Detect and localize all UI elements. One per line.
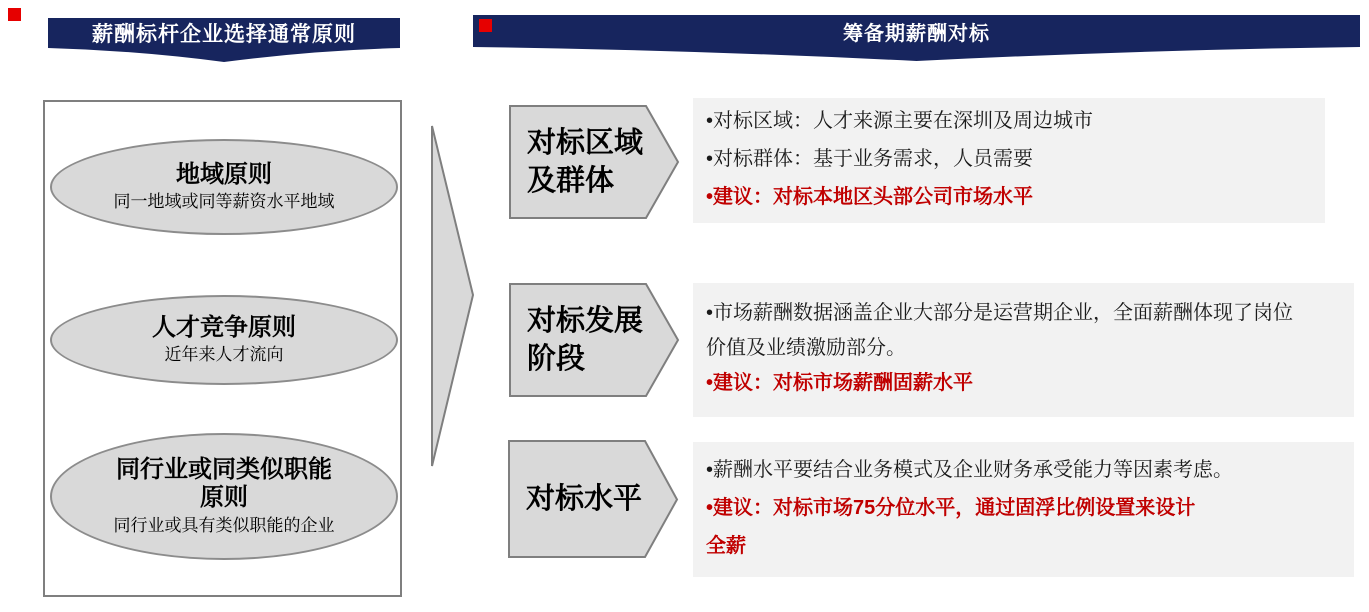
left-banner-title: 薪酬标杆企业选择通常原则: [92, 23, 356, 46]
principle-subtitle: 同行业或具有类似职能的企业: [113, 515, 335, 535]
chevron-label-level: 对标水平: [526, 482, 643, 515]
suggestion-line: •建议：对标本地区头部公司市场水平: [706, 186, 1034, 208]
benchmark-panel-region: [693, 98, 1325, 223]
suggestion-line: 全薪: [706, 535, 746, 557]
red-square-marker-left: [8, 8, 21, 21]
suggestion-line: •建议：对标市场75分位水平，通过固浮比例设置来设计: [706, 497, 1196, 519]
principle-title: 地域原则: [176, 160, 272, 188]
principle-subtitle: 同一地域或同等薪资水平地域: [113, 192, 335, 212]
principle-ellipse-industry: [50, 433, 398, 560]
benchmark-panel-development: [693, 283, 1354, 417]
chevron-label-region: 对标区域 及群体: [527, 126, 644, 197]
principle-title: 人才竞争原则: [152, 313, 296, 341]
benchmark-note-line: •对标群体：基于业务需求，人员需要: [706, 148, 1034, 170]
suggestion-line: •建议：对标市场薪酬固薪水平: [706, 372, 974, 394]
benchmark-panel-level: [693, 442, 1354, 577]
chevron-label-development: 对标发展 阶段: [527, 304, 644, 375]
principle-ellipse-region: [50, 139, 398, 235]
right-banner-title: 筹备期薪酬对标: [843, 22, 990, 45]
principle-ellipse-talent: [50, 295, 398, 385]
principle-subtitle: 近年来人才流向: [164, 345, 284, 365]
big-right-arrow: [431, 125, 475, 467]
red-square-marker-right: [479, 19, 492, 32]
benchmark-note-line: •薪酬水平要结合业务模式及企业财务承受能力等因素考虑。: [706, 459, 1234, 481]
benchmark-note-line: •市场薪酬数据涵盖企业大部分是运营期企业，全面薪酬体现了岗位: [706, 302, 1294, 324]
principle-title: 同行业或同类似职能 原则: [116, 456, 332, 511]
benchmark-note-line: •对标区域：人才来源主要在深圳及周边城市: [706, 110, 1094, 132]
benchmark-note-line: 价值及业绩激励部分。: [706, 337, 906, 359]
